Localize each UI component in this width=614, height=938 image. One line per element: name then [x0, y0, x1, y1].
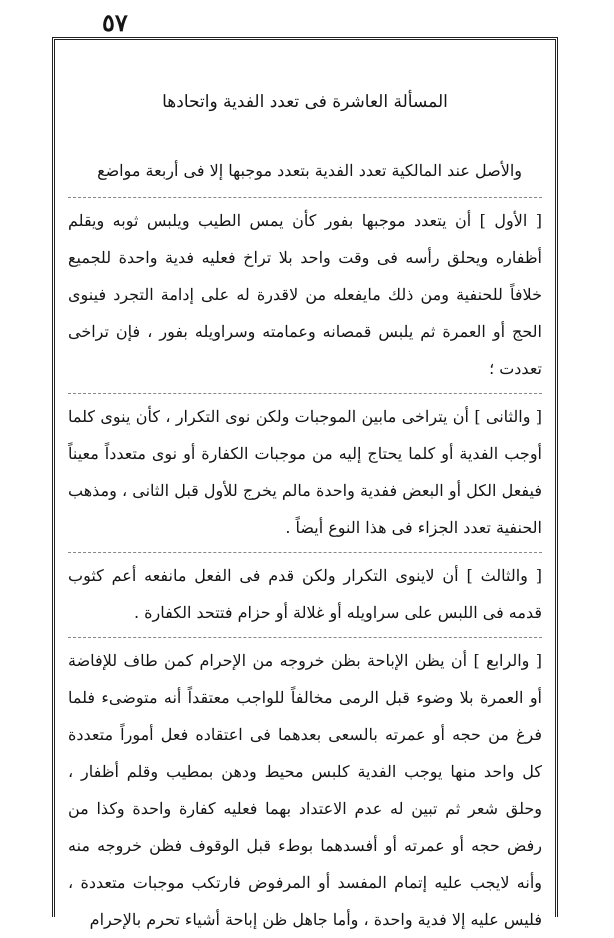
page-number: ٥٧ — [102, 8, 128, 37]
divider — [68, 552, 542, 553]
divider — [68, 197, 542, 198]
section-title: المسألة العاشرة فى تعدد الفدية واتحادها — [162, 92, 448, 112]
fourth-case-paragraph: [ والرابع ] أن يظن الإباحة بظن خروجه من الإحرام كمن طاف للإفاضة أو العمرة بلا وضوء قبل الرمى مخالفاً للواجب معتقداً أنه متوضىء فلما فرغ من حجه أو عمرته بالسعى بعدهما فى اعتقاده فعل أموراً متعددة كل واحد منها يوجب الفدية كلبس محيط ودهن بمطيب وقلم أظفار ، وحلق شعر ثم تبين له عدم الاعتداد بهما فعليه كفارة واحدة وكذا من رفض حجه أو عمرته أو أفسدهما بوطء قبل الوقوف فظن خروجه منه وأنه لايجب عليه إتمام المفسد أو المرفوض فارتكب موجبات متعددة ، فليس عليه إلا فدية واحدة ، وأما جاهل ظن إباحة أشياء تحرم بالإحرام — [68, 651, 543, 929]
third-case-paragraph: [ والثالث ] أن لاينوى التكرار ولكن قدم فى الفعل مانفعه أعم كثوب قدمه فى اللبس على سراويله أو غلالة أو حزام فتتحد الكفارة . — [68, 566, 542, 622]
intro-paragraph: والأصل عند المالكية تعدد الفدية بتعدد موجبها إلا فى أربعة مواضع — [97, 161, 522, 180]
page-content — [68, 84, 542, 938]
second-case-paragraph: [ والثانى ] أن يتراخى مابين الموجبات ولكن نوى التكرار ، كأن ينوى كلما أوجب الفدية أو كلما يحتاج إليه من موجبات الكفارة أو نوى متعدداً معيناً فيفعل الكل أو البعض ففدية واحدة مالم يخرج للأول قبل الثانى ، ومذهب الحنفية تعدد الجزاء فى هذا النوع أيضاً . — [68, 407, 542, 537]
first-case-paragraph: [ الأول ] أن يتعدد موجبها بفور كأن يمس الطيب ويلبس ثوبه ويقلم أظفاره ويحلق رأسه فى وقت واحد بلا تراخ فعليه فدية واحدة للجميع خلافاً للحنفية ومن ذلك مايفعله من لاقدرة له على إدامة التجرد فينوى الحج أو العمرة ثم يلبس قمصانه وعمامته وسراويله بفور ، فإن تراخى تعددت ؛ — [68, 211, 542, 378]
divider — [68, 393, 542, 394]
divider — [68, 637, 542, 638]
